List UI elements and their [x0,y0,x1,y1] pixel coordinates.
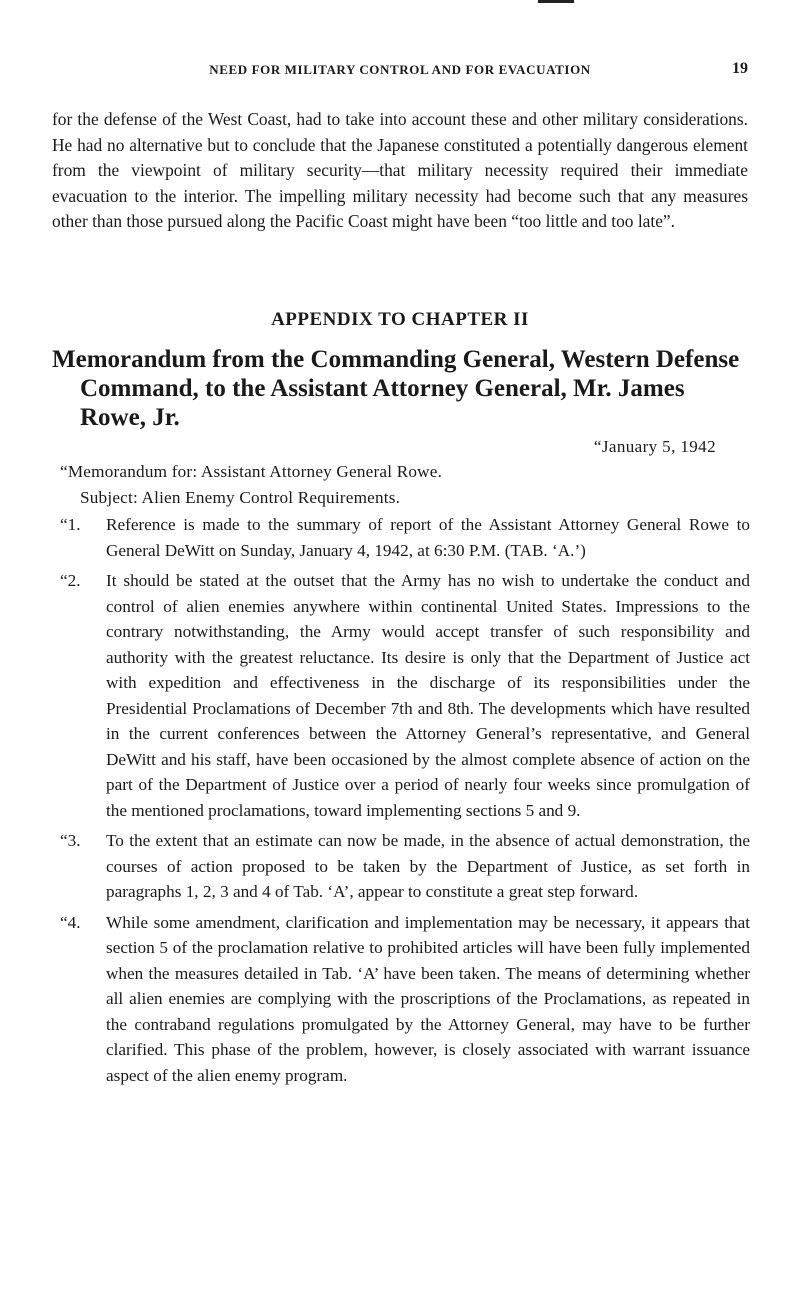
memo-title: Memorandum from the Commanding General, Western Defense Command, to the Assistant Attorney General, Mr. James Rowe, Jr. [52,346,740,431]
item-number: “3. [60,831,81,850]
running-head [52,62,748,86]
memo-addressee: “Memorandum for: Assistant Attorney General Rowe. [60,462,443,481]
item-number: “2. [60,571,81,590]
item-text: Reference is made to the summary of report of the Assistant Attorney General Rowe to General DeWitt on Sunday, January 4, 1942, at 6:30 P.M. (TAB. ‘A.’) [106,515,750,560]
memo-items [60,512,750,1093]
appendix-heading: APPENDIX TO CHAPTER II [271,309,529,330]
memo-item-1 [60,512,750,563]
page-number: 19 [732,60,748,77]
memo-item-3 [60,828,750,905]
item-number: “1. [60,515,81,534]
top-edge-mark [538,0,574,3]
item-text: It should be stated at the outset that the Army has no wish to undertake the conduct and control of alien enemies anywhere within continental United States. Impressions to the contrary notwithstanding, the Army would accept transfer of such responsibility and authority with the greatest reluctance. Its desire is only that the Department of Justice act with expedition and effectiveness in the discharge of its responsibilities under the Presidential Proclamations of December 7th and 8th. The developments which have resulted in the current conferences between the Attorney General’s representative, and General DeWitt and his staff, have been occasioned by the almost complete absence of action on the part of the Department of Justice over a period of nearly four weeks since promulgation of the mentioned proclamations, toward implementing sections 5 and 9. [106,571,750,820]
intro-paragraph: for the defense of the West Coast, had to take into account these and other military considerations. He had no alternative but to conclude that the Japanese constituted a potentially dangerous element from the viewpoint of military security—that military necessity required their immediate evacuation to the interior. The impelling military necessity had become such that any measures other than those pursued along the Pacific Coast might have been “too little and too late”. [52,109,748,231]
memo-item-2 [60,568,750,823]
running-title: NEED FOR MILITARY CONTROL AND FOR EVACUATION [209,62,591,77]
item-number: “4. [60,912,81,932]
item-text: To the extent that an estimate can now be made, in the absence of actual demonstration, the courses of action proposed to be taken by the Department of Justice, as set forth in paragraphs 1, 2, 3 and 4 of Tab. ‘A’, appear to constitute a great step forward. [106,831,750,901]
memo-item-4 [60,910,750,1089]
item-text: While some amendment, clarification and implementation may be necessary, it appears that section 5 of the proclamation relative to prohibited articles will have been fully implemented when the measures detailed in Tab. ‘A’ have been taken. The means of determining whether all alien enemies are complying with the proscriptions of the Proclamations, as repeated in the contraband regulations promulgated by the Attorney General, may have to be further clarified. This phase of the problem, however, is closely associated with warrant issuance aspect of the alien enemy program. [106,912,750,1085]
memo-date: “January 5, 1942 [593,437,716,456]
memo-subject: Subject: Alien Enemy Control Requirements. [80,488,401,507]
